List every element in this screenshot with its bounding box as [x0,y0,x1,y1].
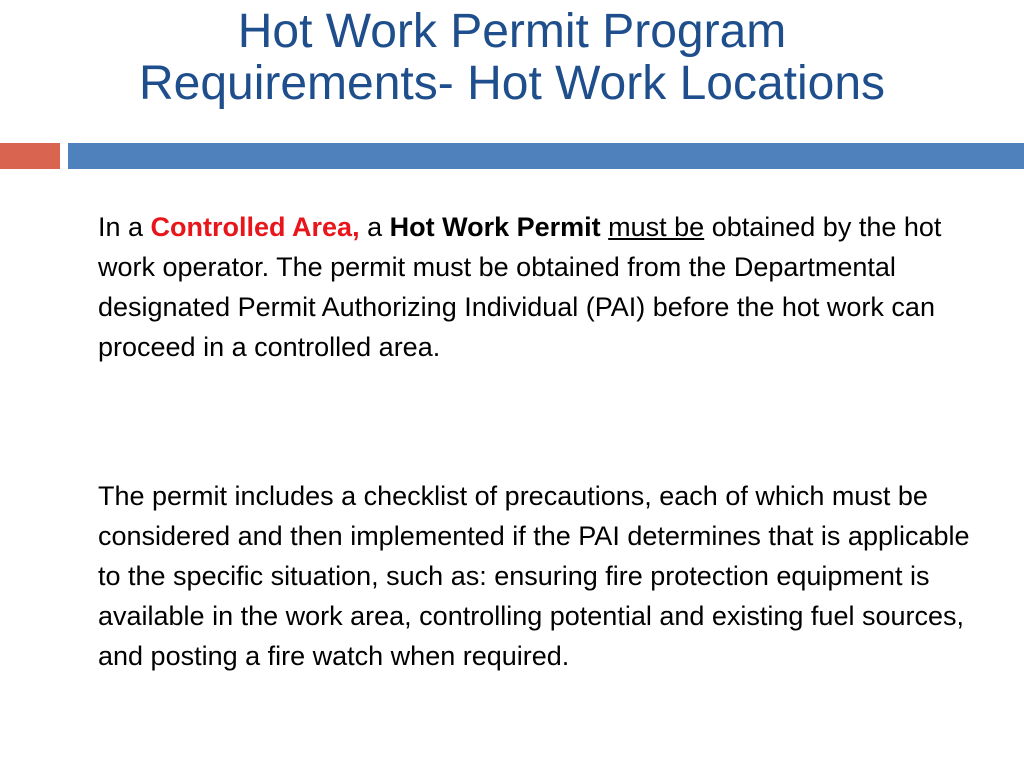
accent-bar-red [0,143,60,169]
accent-bar-blue [68,143,1024,169]
paragraph2-text: The permit includes a checklist of precautions, each of which must be considered and then implemented if the PAI determines that is applicable to the specific situation, such as: ensuring fire protection equipment is available in the work area, controlling potential and existing fuel sources, and posting a fire watch when required. [98,481,970,671]
hot-work-permit-term: Hot Work Permit [389,212,601,242]
paragraph1-connector: a [359,212,390,242]
slide-title-line-2: Requirements- Hot Work Locations [138,57,886,110]
paragraph-permit-checklist [80,476,998,676]
slide-title-line-1: Hot Work Permit Program [237,5,787,58]
paragraph1-intro: In a [98,212,151,242]
paragraph1-rest: obtained by the hot work operator. The permit must be obtained from the Departmental designated Permit Authorizing Individual (PAI) before the hot work can proceed in a controlled area. [98,212,942,362]
controlled-area-term: Controlled Area, [150,212,360,242]
paragraph-controlled-area [80,207,998,367]
must-be-emphasis: must be [608,212,705,242]
slide-title [0,6,1024,110]
